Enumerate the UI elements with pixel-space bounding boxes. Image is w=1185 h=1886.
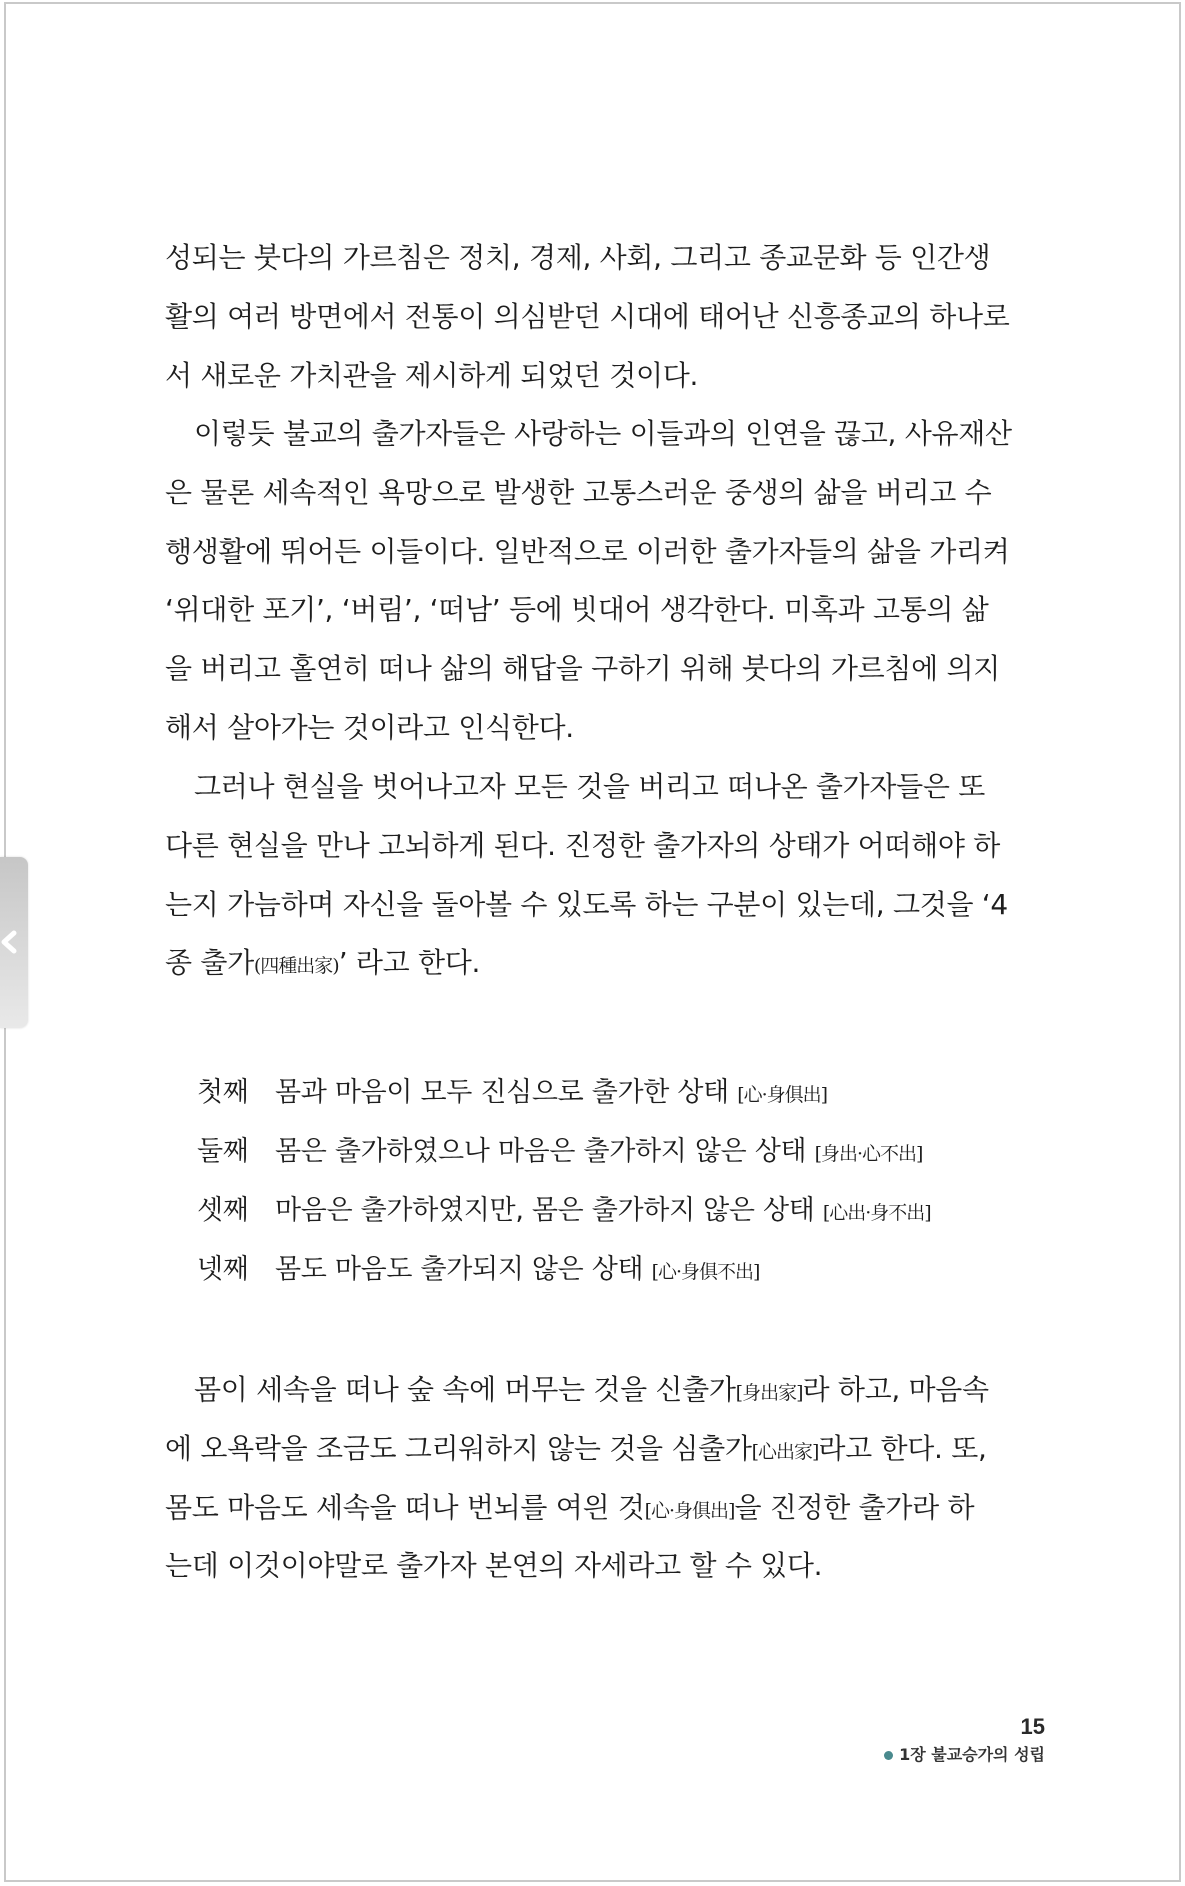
text-line: ‘위대한 포기’, ‘버림’, ‘떠남’ 등에 빗대어 생각한다. 미혹과 고통의 삶 (165, 593, 989, 627)
list-item (197, 1181, 1037, 1240)
list-item (197, 1240, 1037, 1299)
text-line (165, 1479, 1045, 1538)
text-line: 다른 현실을 만나 고뇌하게 된다. 진정한 출가자의 상태가 어떠해야 하 (165, 828, 1000, 862)
bullet-dot-icon (884, 1751, 893, 1760)
text-line (165, 1420, 1045, 1479)
text-line: 이렇듯 불교의 출가자들은 사랑하는 이들과의 인연을 끊고, 사유재산 (194, 417, 1012, 450)
list-item (197, 1122, 1037, 1181)
text-segment: 라 하고, 마음속 (802, 1373, 989, 1406)
list-item-label: 첫째 (197, 1077, 249, 1108)
text-line: 해서 살아가는 것이라고 인식한다. (165, 710, 574, 744)
page-number: 15 (1020, 1714, 1045, 1739)
text-segment: 을 진정한 출가라 하 (734, 1490, 975, 1524)
hanja-annotation: [身出家] (735, 1382, 803, 1404)
hanja-annotation: (四種出家) (253, 955, 339, 978)
chapter-title (884, 1742, 1045, 1768)
text-segment: 라고 한다. 또, (818, 1431, 987, 1465)
paragraph-2 (165, 405, 1045, 758)
text-segment: 몸도 마음도 세속을 떠나 번뇌를 여읜 것 (165, 1490, 645, 1524)
hanja-annotation: [心·身俱不出] (651, 1261, 760, 1283)
previous-page-button[interactable] (0, 857, 28, 1028)
hanja-annotation: [心出·身不出] (822, 1202, 931, 1224)
text-line: 성되는 붓다의 가르침은 정치, 경제, 사회, 그리고 종교문화 등 인간생 (165, 241, 991, 274)
four-types-list (197, 1063, 1037, 1299)
list-item (197, 1063, 1037, 1122)
paragraph-1 (165, 229, 1045, 405)
paragraph-4 (165, 1361, 1045, 1596)
text-segment: 에 오욕락을 조금도 그리워하지 않는 것을 심출가 (165, 1431, 752, 1465)
text-line (165, 1361, 1045, 1420)
chevron-left-icon (0, 927, 20, 957)
text-line: 서 새로운 가치관을 제시하게 되었던 것이다. (165, 358, 699, 392)
page-footer (884, 1712, 1045, 1768)
text-line: 활의 여러 방면에서 전통이 의심받던 시대에 태어난 신흥종교의 하나로 (165, 299, 1010, 333)
hanja-annotation: [心出家] (751, 1440, 819, 1463)
text-segment: 종 출가 (165, 946, 254, 980)
text-line (165, 934, 1045, 993)
text-line: 을 버리고 홀연히 떠나 삶의 해답을 구하기 위해 붓다의 가르침에 의지 (165, 652, 1000, 686)
text-line: 그러나 현실을 벗어나고자 모든 것을 버리고 떠나온 출가자들은 또 (194, 770, 986, 803)
text-line: 는지 가늠하며 자신을 돌아볼 수 있도록 하는 구분이 있는데, 그것을 ‘4 (165, 887, 1008, 921)
paragraph-3 (165, 758, 1045, 993)
text-segment: ’ 라고 한다. (338, 946, 481, 980)
list-item-text: 몸도 마음도 출가되지 않은 상태 (275, 1254, 644, 1285)
list-item-label: 넷째 (197, 1254, 249, 1285)
list-item-text: 몸은 출가하였으나 마음은 출가하지 않은 상태 (275, 1136, 807, 1167)
list-item-text: 몸과 마음이 모두 진심으로 출가한 상태 (275, 1077, 729, 1108)
text-segment: 몸이 세속을 떠나 숲 속에 머무는 것을 신출가 (194, 1373, 736, 1406)
list-item-label: 둘째 (197, 1136, 249, 1167)
text-line: 는데 이것이야말로 출가자 본연의 자세라고 할 수 있다. (165, 1549, 823, 1583)
list-item-label: 셋째 (197, 1195, 249, 1226)
hanja-annotation: [身出·心不出] (814, 1143, 923, 1165)
list-item-text: 마음은 출가하였지만, 몸은 출가하지 않은 상태 (275, 1195, 815, 1226)
text-line: 행생활에 뛰어든 이들이다. 일반적으로 이러한 출가자들의 삶을 가리켜 (165, 534, 1010, 568)
hanja-annotation: [心·身俱出] (737, 1084, 828, 1106)
text-line: 은 물론 세속적인 욕망으로 발생한 고통스러운 중생의 삶을 버리고 수 (165, 475, 992, 509)
chapter-title-text: 1장 불교승가의 성립 (899, 1745, 1045, 1764)
hanja-annotation: [心·身俱出] (644, 1499, 735, 1522)
